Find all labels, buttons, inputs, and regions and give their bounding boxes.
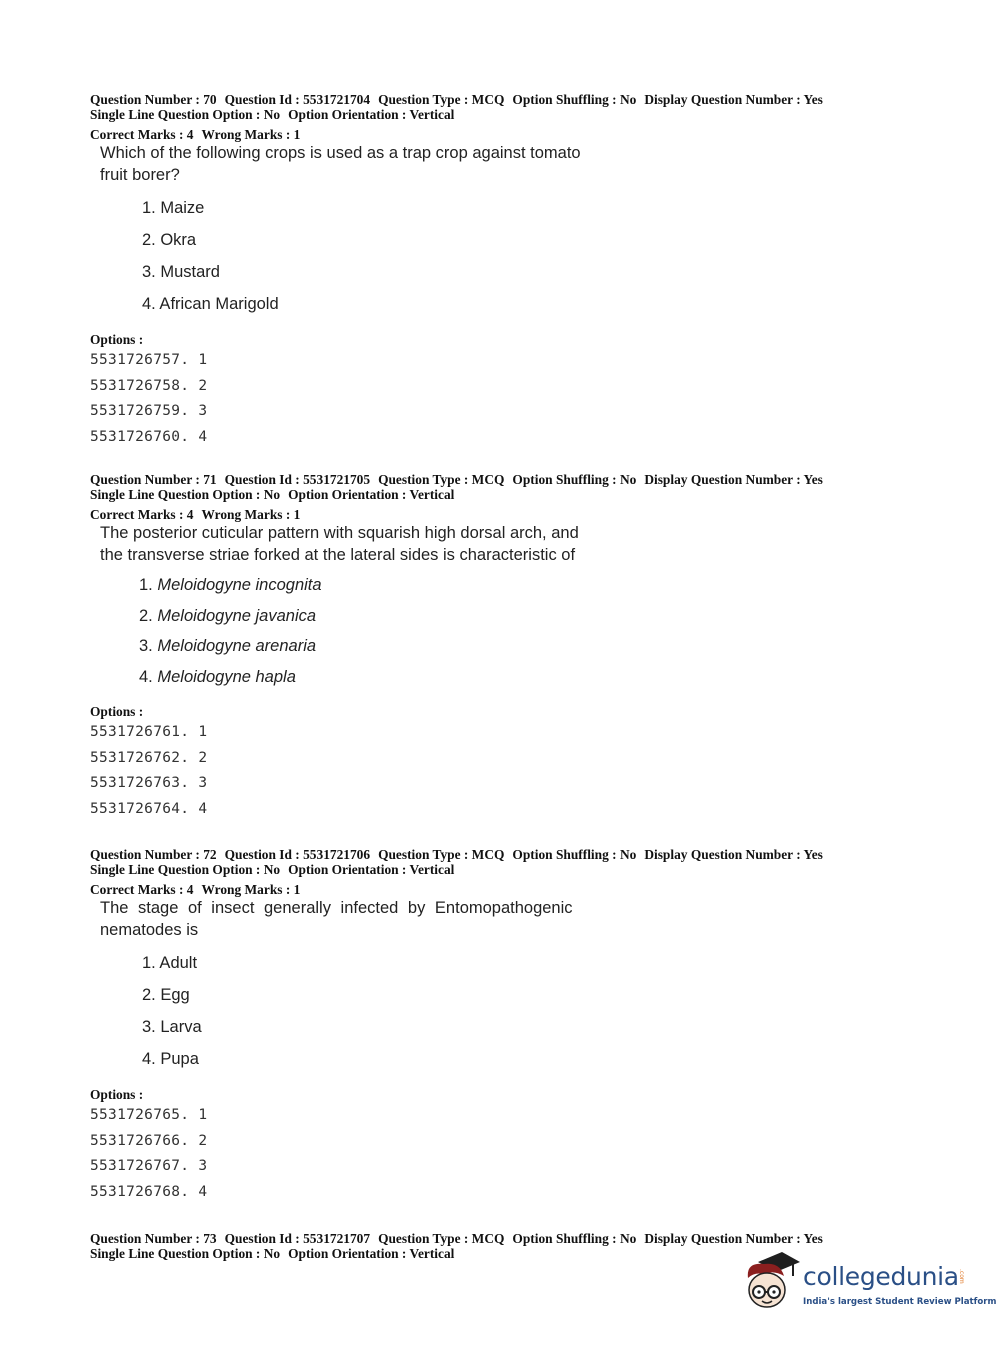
choice-item: 3. Mustard bbox=[142, 263, 220, 281]
answer-choices bbox=[142, 192, 950, 320]
options-list bbox=[90, 1103, 950, 1205]
question-stem: The posterior cuticular pattern with squarish high dorsal arch, and the transverse striae forked at the lateral sides is characteristic of bbox=[100, 524, 579, 564]
option-id: 5531726768. 4 bbox=[90, 1183, 208, 1200]
options-list bbox=[90, 348, 950, 450]
options-label: Options : bbox=[90, 704, 144, 719]
question-meta-line2: Single Line Question Option : No Option Orientation : Vertical bbox=[90, 862, 455, 877]
question-71 bbox=[90, 472, 950, 822]
question-stem: Which of the following crops is used as a trap crop against tomato fruit borer? bbox=[100, 144, 581, 184]
option-id: 5531726758. 2 bbox=[90, 377, 208, 394]
option-id: 5531726765. 1 bbox=[90, 1107, 208, 1123]
option-id: 5531726762. 2 bbox=[90, 749, 208, 766]
option-id: 5531726757. 1 bbox=[90, 352, 208, 368]
question-marks: Correct Marks : 4 Wrong Marks : 1 bbox=[90, 127, 301, 142]
collegedunia-logo bbox=[740, 1250, 997, 1322]
choice-item: 1. Meloidogyne incognita bbox=[139, 576, 322, 594]
question-stem: The stage of insect generally infected by Entomopathogenic nematodes is bbox=[100, 899, 573, 939]
question-marks: Correct Marks : 4 Wrong Marks : 1 bbox=[90, 882, 301, 897]
options-label: Options : bbox=[90, 1087, 144, 1102]
answer-choices bbox=[142, 947, 950, 1075]
choice-item: 1. Maize bbox=[142, 199, 205, 217]
choice-item: 3. Meloidogyne arenaria bbox=[139, 637, 317, 655]
question-72 bbox=[90, 847, 950, 1205]
option-id: 5531726761. 1 bbox=[90, 724, 208, 740]
choice-item: 4. Meloidogyne hapla bbox=[139, 667, 296, 686]
question-meta: Question Number : 71 Question Id : 5531721705 Question Type : MCQ Option Shuffling : No Display Question Number : Yes bbox=[90, 472, 823, 487]
option-id: 5531726766. 2 bbox=[90, 1132, 208, 1149]
choice-item: 4. African Marigold bbox=[142, 295, 279, 313]
question-meta: Question Number : 73 Question Id : 5531721707 Question Type : MCQ Option Shuffling : No Display Question Number : Yes bbox=[90, 1231, 823, 1246]
question-meta: Question Number : 72 Question Id : 5531721706 Question Type : MCQ Option Shuffling : No Display Question Number : Yes bbox=[90, 847, 823, 862]
choice-item: 2. Meloidogyne javanica bbox=[139, 606, 317, 625]
logo-wordmark: collegedunia bbox=[803, 1262, 959, 1291]
option-id: 5531726763. 3 bbox=[90, 775, 208, 791]
answer-choices bbox=[139, 570, 950, 692]
logo-tagline: India's largest Student Review Platform bbox=[803, 1297, 997, 1307]
question-meta: Question Number : 70 Question Id : 5531721704 Question Type : MCQ Option Shuffling : No Display Question Number : Yes bbox=[90, 92, 823, 107]
option-id: 5531726764. 4 bbox=[90, 800, 208, 817]
option-id: 5531726759. 3 bbox=[90, 403, 208, 419]
question-meta-line2: Single Line Question Option : No Option Orientation : Vertical bbox=[90, 107, 455, 122]
choice-item: 2. Okra bbox=[142, 231, 197, 249]
question-meta-line2: Single Line Question Option : No Option Orientation : Vertical bbox=[90, 1246, 455, 1261]
question-meta-line2: Single Line Question Option : No Option Orientation : Vertical bbox=[90, 487, 455, 502]
logo-suffix: .com bbox=[958, 1269, 965, 1284]
option-id: 5531726767. 3 bbox=[90, 1158, 208, 1174]
choice-item: 3. Larva bbox=[142, 1018, 202, 1036]
mascot-icon bbox=[740, 1250, 802, 1320]
options-label: Options : bbox=[90, 332, 144, 347]
choice-item: 2. Egg bbox=[142, 986, 190, 1004]
option-id: 5531726760. 4 bbox=[90, 428, 208, 445]
choice-item: 4. Pupa bbox=[142, 1050, 199, 1068]
question-70 bbox=[90, 92, 950, 450]
choice-item: 1. Adult bbox=[142, 954, 198, 972]
options-list bbox=[90, 720, 950, 822]
question-marks: Correct Marks : 4 Wrong Marks : 1 bbox=[90, 507, 301, 522]
